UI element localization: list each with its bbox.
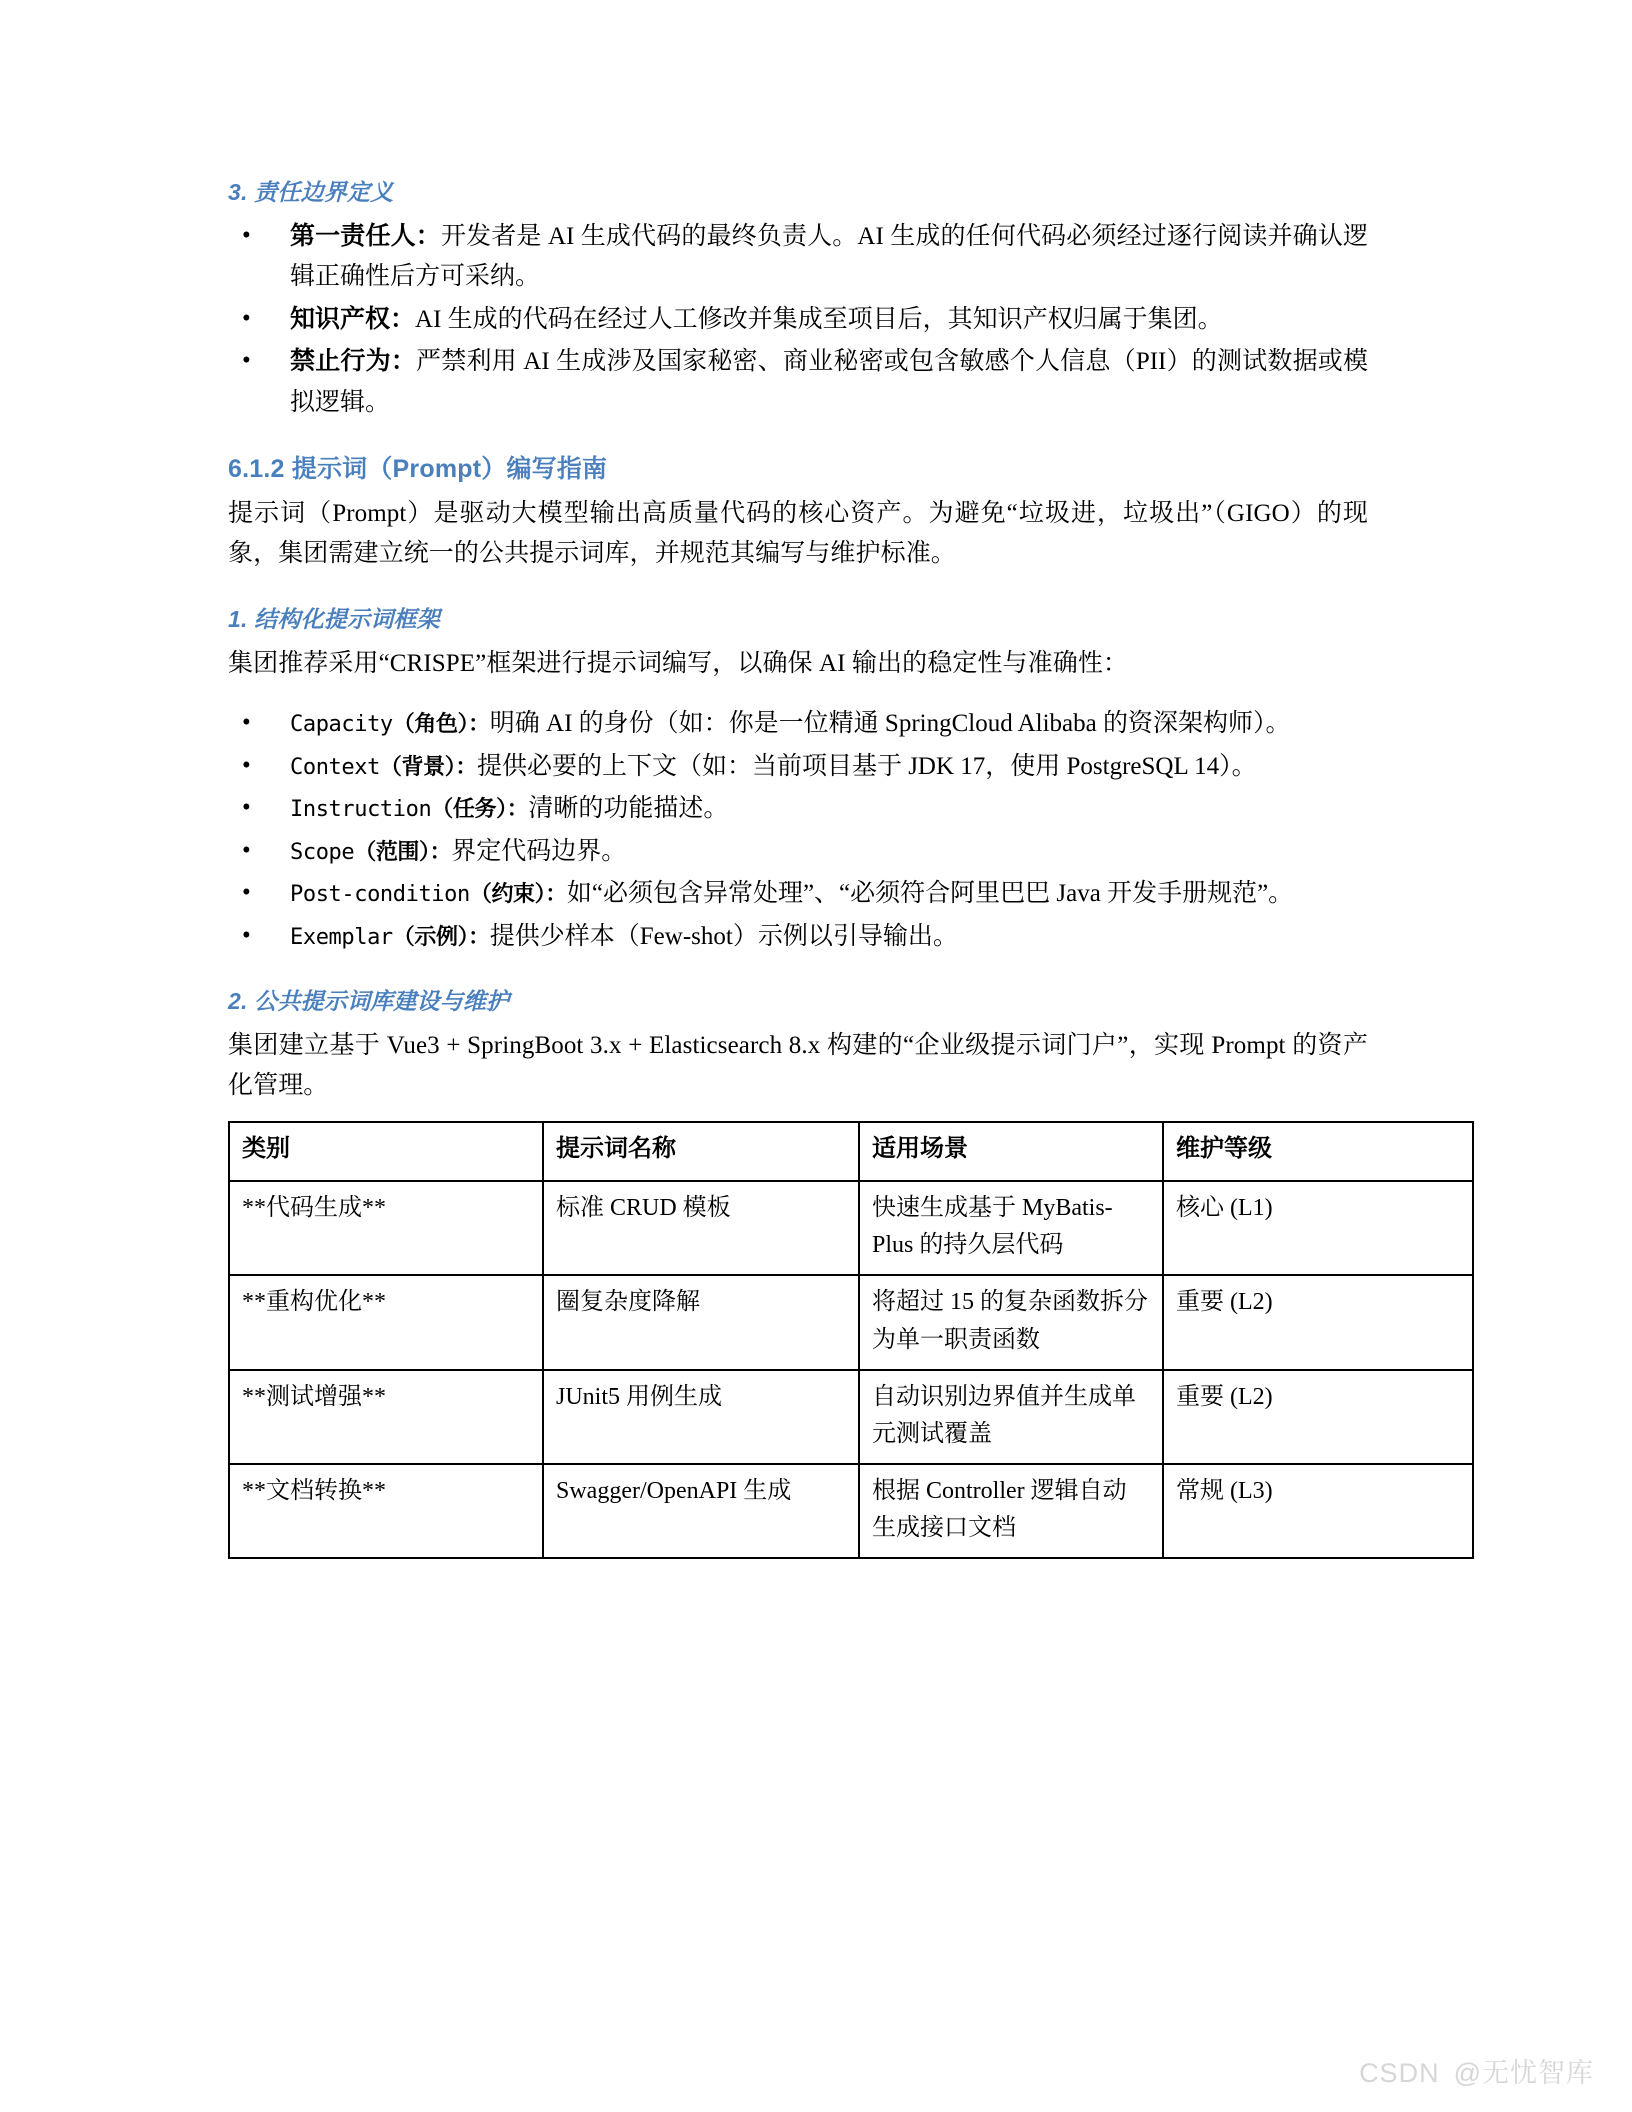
- table-cell-scenario: 快速生成基于 MyBatis-Plus 的持久层代码: [859, 1181, 1163, 1275]
- paragraph-framework-intro: 集团推荐采用“CRISPE”框架进行提示词编写，以确保 AI 输出的稳定性与准确性：: [228, 649, 1129, 677]
- spacer: [228, 431, 1368, 453]
- table-header-row: [229, 1122, 1473, 1181]
- bullet-label: 知识产权：: [290, 305, 416, 333]
- list-item: [228, 342, 1368, 423]
- table-header-cell: 维护等级: [1163, 1122, 1473, 1181]
- crispe-text: 如“必须包含异常处理”、“必须符合阿里巴巴 Java 开发手册规范”。: [566, 880, 1294, 907]
- heading-prompt-library: 2. 公共提示词库建设与维护: [228, 988, 510, 1014]
- list-item: [228, 789, 1368, 830]
- paragraph-prompt-guide-intro: 提示词（Prompt）是驱动大模型输出高质量代码的核心资产。为避免“垃圾进，垃圾出”（GIGO）的现象，集团需建立统一的公共提示词库，并规范其编写与维护标准。: [228, 499, 1368, 568]
- table-cell-category: **重构优化**: [229, 1275, 543, 1369]
- spacer: [228, 692, 1368, 704]
- heading-structured-framework: 1. 结构化提示词框架: [228, 605, 440, 632]
- crispe-text: 清晰的功能描述。: [528, 795, 729, 822]
- table-cell-prompt-name: Swagger/OpenAPI 生成: [543, 1464, 859, 1558]
- spacer: [228, 583, 1368, 605]
- crispe-text: 界定代码边界。: [451, 837, 627, 865]
- table-header-cell: 适用场景: [859, 1122, 1163, 1181]
- table-cell-category: **测试增强**: [229, 1370, 543, 1464]
- crispe-term: Post-condition: [290, 882, 470, 907]
- spacer: [228, 965, 1368, 987]
- bullet-label: 第一责任人：: [290, 222, 441, 250]
- crispe-role: （角色）：: [392, 712, 490, 737]
- list-item: [228, 874, 1368, 915]
- list-item: [228, 832, 1368, 873]
- table-cell-level: 常规 (L3): [1163, 1464, 1473, 1558]
- table-cell-scenario: 将超过 15 的复杂函数拆分为单一职责函数: [859, 1275, 1163, 1369]
- responsibility-bullet-list: [228, 217, 1368, 424]
- table-cell-prompt-name: JUnit5 用例生成: [543, 1370, 859, 1464]
- table-cell-category: **代码生成**: [229, 1181, 543, 1275]
- table-cell-level: 重要 (L2): [1163, 1275, 1473, 1369]
- bullet-text: 严禁利用 AI 生成涉及国家秘密、商业秘密或包含敏感个人信息（PII）的测试数据或模拟逻辑。: [290, 348, 1368, 416]
- bullet-label: 禁止行为：: [290, 348, 417, 376]
- heading-responsibility: 3. 责任边界定义: [228, 179, 394, 205]
- bullet-text: 开发者是 AI 生成代码的最终负责人。AI 生成的任何代码必须经过逐行阅读并确认逻辑正确性后方可采纳。: [290, 222, 1368, 291]
- bullet-text: AI 生成的代码在经过人工修改并集成至项目后，其知识产权归属于集团。: [415, 305, 1223, 333]
- list-item: [228, 704, 1368, 745]
- table-row: [229, 1370, 1473, 1464]
- watermark-handle: @无忧智库: [1453, 2058, 1594, 2088]
- table-cell-level: 核心 (L1): [1163, 1181, 1473, 1275]
- crispe-text: 明确 AI 的身份（如：你是一位精通 SpringCloud Alibaba 的资深架构师）。: [489, 710, 1291, 737]
- crispe-text: 提供少样本（Few-shot）示例以引导输出。: [489, 922, 958, 950]
- paragraph-library-intro: 集团建立基于 Vue3 + SpringBoot 3.x + Elasticsearch 8.x 构建的“企业级提示词门户”，实现 Prompt 的资产化管理。: [228, 1031, 1368, 1100]
- crispe-role: （范围）：: [354, 839, 452, 865]
- prompt-library-table: [228, 1121, 1474, 1560]
- table-row: [229, 1181, 1473, 1275]
- table-cell-level: 重要 (L2): [1163, 1370, 1473, 1464]
- crispe-term: Context: [290, 754, 380, 780]
- crispe-text: 提供必要的上下文（如：当前项目基于 JDK 17，使用 PostgreSQL 14）。: [476, 752, 1257, 780]
- list-item: [228, 917, 1368, 958]
- document-content: [228, 178, 1368, 1559]
- heading-prompt-guide: 6.1.2 提示词（Prompt）编写指南: [228, 455, 608, 484]
- crispe-term: Instruction: [290, 797, 432, 822]
- watermark: [1359, 2051, 1594, 2090]
- table-cell-scenario: 根据 Controller 逻辑自动生成接口文档: [859, 1464, 1163, 1558]
- crispe-role: （背景）：: [379, 754, 477, 780]
- watermark-brand: CSDN: [1359, 2058, 1440, 2088]
- table-cell-prompt-name: 圈复杂度降解: [543, 1275, 859, 1369]
- table-row: [229, 1275, 1473, 1369]
- crispe-role: （任务）：: [431, 797, 529, 822]
- table-row: [229, 1464, 1473, 1558]
- crispe-role: （示例）：: [392, 924, 490, 950]
- list-item: [228, 300, 1368, 341]
- table-cell-category: **文档转换**: [229, 1464, 543, 1558]
- table-cell-prompt-name: 标准 CRUD 模板: [543, 1181, 859, 1275]
- crispe-term: Capacity: [290, 712, 393, 737]
- list-item: [228, 217, 1368, 298]
- crispe-term: Scope: [290, 839, 355, 865]
- crispe-bullet-list: [228, 704, 1368, 957]
- table-header-cell: 提示词名称: [543, 1122, 859, 1181]
- table-cell-scenario: 自动识别边界值并生成单元测试覆盖: [859, 1370, 1163, 1464]
- list-item: [228, 747, 1368, 788]
- crispe-role: （约束）：: [469, 882, 567, 907]
- table-header-cell: 类别: [229, 1122, 543, 1181]
- crispe-term: Exemplar: [290, 924, 393, 950]
